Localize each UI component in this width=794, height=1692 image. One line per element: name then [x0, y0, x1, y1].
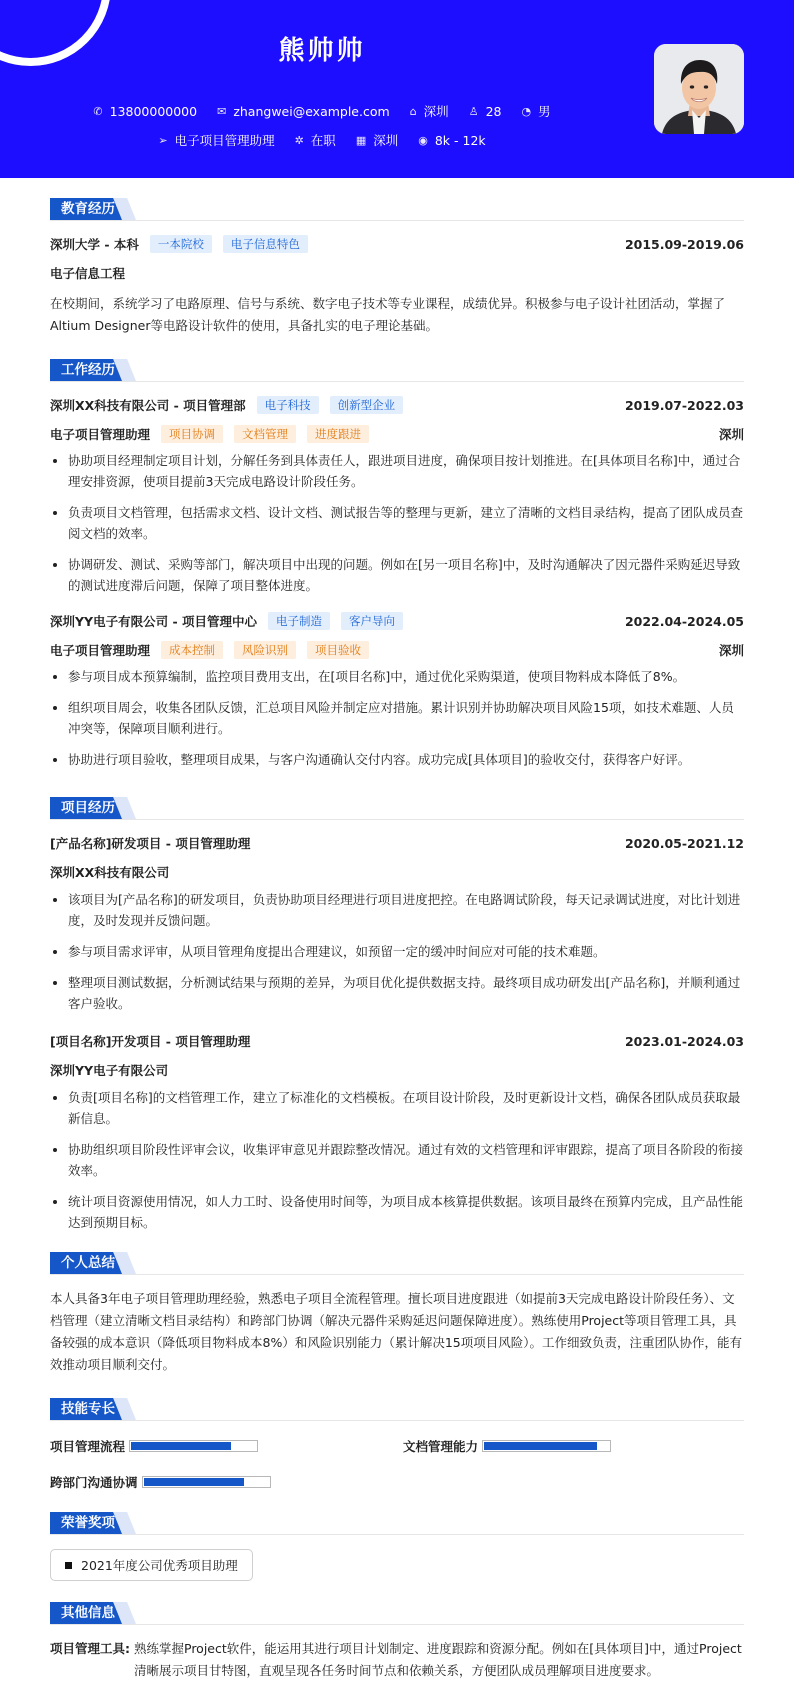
- skill-name: 文档管理能力: [403, 1439, 479, 1454]
- company-tag: 创新型企业: [330, 396, 404, 414]
- job-intent-row: [0, 131, 719, 149]
- list-item: 组织项目周会，收集各团队反馈，汇总项目风险并制定应对措施。累计识别并协助解决项目风险15项，如技术难题、人员冲突等，保障项目顺利进行。: [50, 697, 744, 739]
- skill-row: [50, 1435, 744, 1457]
- salary-icon: ◉: [418, 133, 428, 147]
- education-description: 在校期间，系统学习了电路原理、信号与系统、数字电子技术等专业课程，成绩优异。积极参与电子设计社团活动，掌握了Altium Designer等电路设计软件的使用，具备扎实的电子理论基础。: [50, 296, 726, 333]
- company-name: 深圳XX科技有限公司 - 项目管理部: [50, 398, 246, 413]
- age-icon: ♙: [468, 104, 479, 118]
- list-item: 协助组织项目阶段性评审会议，收集评审意见并跟踪整改情况。通过有效的文档管理和评审跟踪，提高了项目各阶段的衔接效率。: [50, 1139, 744, 1181]
- skill-name: 项目管理流程: [50, 1439, 126, 1454]
- project-company-line: [50, 863, 744, 883]
- candidate-name: 熊帅帅: [278, 36, 366, 66]
- skill-bar: [482, 1440, 611, 1452]
- school-name: 深圳大学 - 本科: [50, 237, 139, 252]
- skill-name: 跨部门沟通协调: [50, 1475, 138, 1490]
- section-header: [50, 797, 744, 820]
- section-title: 工作经历: [50, 359, 126, 381]
- work-role-line: [50, 425, 744, 445]
- education-date: 2015.09-2019.06: [624, 237, 744, 252]
- other-info-label: 项目管理工具:: [50, 1641, 130, 1656]
- honors-list: [50, 1549, 744, 1581]
- education-entry-header: [50, 235, 744, 255]
- skill-item: [403, 1435, 611, 1457]
- summary-section: [50, 1252, 744, 1376]
- section-title: 项目经历: [50, 797, 126, 819]
- list-item: 负责[项目名称]的文档管理工作，建立了标准化的文档模板。在项目设计阶段，及时更新设计文档，确保各团队成员获取最新信息。: [50, 1087, 744, 1129]
- work-bullets: [50, 666, 744, 770]
- list-item: 协助进行项目验收，整理项目成果，与客户沟通确认交付内容。成功完成[具体项目]的验收交付，获得客户好评。: [50, 749, 744, 770]
- role-tag: 项目验收: [307, 641, 369, 659]
- send-icon: ➢: [158, 133, 168, 147]
- skill-fill: [484, 1442, 597, 1450]
- intent-status: ✲ 在职: [294, 133, 336, 148]
- resume-header: [0, 0, 794, 178]
- skill-fill: [131, 1442, 231, 1450]
- school-tag: 一本院校: [150, 235, 212, 253]
- skill-bar: [142, 1476, 271, 1488]
- project-name: [项目名称]开发项目 - 项目管理助理: [50, 1034, 251, 1049]
- work-city: 深圳: [718, 643, 744, 658]
- list-item: 统计项目资源使用情况，如人力工时、设备使用时间等，为项目成本核算提供数据。该项目最终在预算内完成，且产品性能达到预期目标。: [50, 1191, 744, 1233]
- status-icon: ✲: [294, 133, 304, 147]
- education-section: [50, 198, 744, 337]
- award-name: 2021年度公司优秀项目助理: [81, 1558, 238, 1573]
- skills-section: [50, 1398, 744, 1493]
- role-name: 电子项目管理助理: [50, 427, 151, 442]
- contact-row: [0, 102, 719, 120]
- section-header: [50, 1512, 744, 1535]
- work-entry-header: [50, 396, 744, 416]
- work-entry: [50, 396, 744, 596]
- project-bullets: [50, 1087, 744, 1233]
- square-bullet-icon: [65, 1562, 72, 1569]
- project-name: [产品名称]研发项目 - 项目管理助理: [50, 836, 251, 851]
- role-tag: 风险识别: [234, 641, 296, 659]
- work-entry: [50, 612, 744, 770]
- gender-icon: ◔: [521, 104, 532, 118]
- honors-section: [50, 1512, 744, 1581]
- company-tag: 电子科技: [257, 396, 319, 414]
- project-company: 深圳YY电子有限公司: [50, 1063, 169, 1078]
- list-item: 负责项目文档管理，包括需求文档、设计文档、测试报告等的整理与更新，建立了清晰的文档目录结构，提高了团队成员查阅文档的效率。: [50, 502, 744, 544]
- avatar-portrait-icon: [654, 44, 744, 134]
- phone-icon: ✆: [93, 104, 103, 118]
- school-tag: 电子信息特色: [223, 235, 308, 253]
- intent-position: ➢ 电子项目管理助理: [158, 133, 275, 148]
- contact-email[interactable]: ✉ zhangwei@example.com: [217, 103, 390, 119]
- work-role-line: [50, 641, 744, 661]
- home-icon: ⌂: [409, 104, 417, 118]
- company-tag: 客户导向: [341, 612, 403, 630]
- section-header: [50, 1252, 744, 1275]
- contact-phone: ✆ 13800000000: [93, 103, 198, 119]
- contact-city: ⌂ 深圳: [409, 104, 449, 119]
- project-entry-header: [50, 834, 744, 854]
- list-item: 整理项目测试数据，分析测试结果与预期的差异，为项目优化提供数据支持。最终项目成功研发出[产品名称]，并顺利通过客户验收。: [50, 972, 744, 1014]
- work-city: 深圳: [718, 427, 744, 442]
- summary-text: 本人具备3年电子项目管理助理经验，熟悉电子项目全流程管理。擅长项目进度跟进（如提前3天完成电路设计阶段任务）、文档管理（建立清晰文档目录结构）和跨部门协调（解决元器件采购延迟问题保障进度）。熟练使用Project等项目管理工具，具备较强的成本意识（降低项目物料成本8%）和风险识别能力（累计解决15项项目风险）。工作细致负责，注重团队协作，能有效推动项目顺利交付。: [50, 1291, 742, 1372]
- section-title: 技能专长: [50, 1398, 126, 1420]
- role-tag: 进度跟进: [307, 425, 369, 443]
- role-tag: 项目协调: [161, 425, 223, 443]
- other-info-text: 熟练掌握Project软件，能运用其进行项目计划制定、进度跟踪和资源分配。例如在[具体项目]中，通过Project清晰展示项目甘特图，直观呈现各任务时间节点和依赖关系，方便团队成员理解项目进度要求。: [134, 1641, 742, 1678]
- work-date: 2022.04-2024.05: [624, 614, 744, 629]
- role-tag: 成本控制: [161, 641, 223, 659]
- section-title: 教育经历: [50, 198, 126, 220]
- project-entry: [50, 834, 744, 1014]
- major-name: 电子信息工程: [50, 266, 126, 281]
- project-entry-header: [50, 1032, 744, 1052]
- building-icon: ▦: [355, 133, 367, 147]
- skill-row: [50, 1471, 744, 1493]
- contact-age: ♙ 28: [468, 103, 502, 119]
- section-header: [50, 1602, 744, 1625]
- list-item: 参与项目需求评审，从项目管理角度提出合理建议，如预留一定的缓冲时间应对可能的技术难题。: [50, 941, 744, 962]
- work-date: 2019.07-2022.03: [624, 398, 744, 413]
- project-company-line: [50, 1061, 744, 1081]
- list-item: 协调研发、测试、采购等部门，解决项目中出现的问题。例如在[另一项目名称]中，及时沟通解决了因元器件采购延迟导致的测试进度滞后问题，保障了项目整体进度。: [50, 554, 744, 596]
- skill-fill: [144, 1478, 244, 1486]
- avatar: [654, 44, 744, 134]
- project-company: 深圳XX科技有限公司: [50, 865, 170, 880]
- section-header: [50, 359, 744, 382]
- list-item: 协助项目经理制定项目计划，分解任务到具体责任人，跟进项目进度，确保项目按计划推进。在[具体项目名称]中，通过合理安排资源，使项目提前3天完成电路设计阶段任务。: [50, 450, 744, 492]
- mail-icon: ✉: [217, 104, 227, 118]
- project-bullets: [50, 889, 744, 1014]
- work-section: [50, 359, 744, 770]
- section-title: 荣誉奖项: [50, 1512, 126, 1534]
- major-line: [50, 264, 744, 284]
- section-header: [50, 198, 744, 221]
- list-item: 该项目为[产品名称]的研发项目，负责协助项目经理进行项目进度把控。在电路调试阶段，每天记录调试进度，对比计划进度，及时发现并反馈问题。: [50, 889, 744, 931]
- intent-salary: ◉ 8k - 12k: [418, 132, 486, 148]
- skill-item: [50, 1471, 271, 1493]
- projects-section: [50, 797, 744, 1233]
- other-section: [50, 1602, 744, 1682]
- award-item: [50, 1549, 253, 1581]
- section-title: 其他信息: [50, 1602, 126, 1624]
- company-tag: 电子制造: [268, 612, 330, 630]
- other-info-item: [50, 1638, 744, 1682]
- work-bullets: [50, 450, 744, 596]
- project-entry: [50, 1032, 744, 1233]
- project-date: 2020.05-2021.12: [624, 836, 744, 851]
- project-date: 2023.01-2024.03: [624, 1034, 744, 1049]
- section-title: 个人总结: [50, 1252, 126, 1274]
- company-name: 深圳YY电子有限公司 - 项目管理中心: [50, 614, 257, 629]
- work-entry-header: [50, 612, 744, 632]
- contact-gender: ◔ 男: [521, 104, 551, 119]
- role-tag: 文档管理: [234, 425, 296, 443]
- skill-item: [50, 1435, 258, 1457]
- intent-city: ▦ 深圳: [355, 133, 399, 148]
- skill-bar: [129, 1440, 258, 1452]
- list-item: 参与项目成本预算编制，监控项目费用支出，在[项目名称]中，通过优化采购渠道，使项目物料成本降低了8%。: [50, 666, 744, 687]
- section-header: [50, 1398, 744, 1421]
- role-name: 电子项目管理助理: [50, 643, 151, 658]
